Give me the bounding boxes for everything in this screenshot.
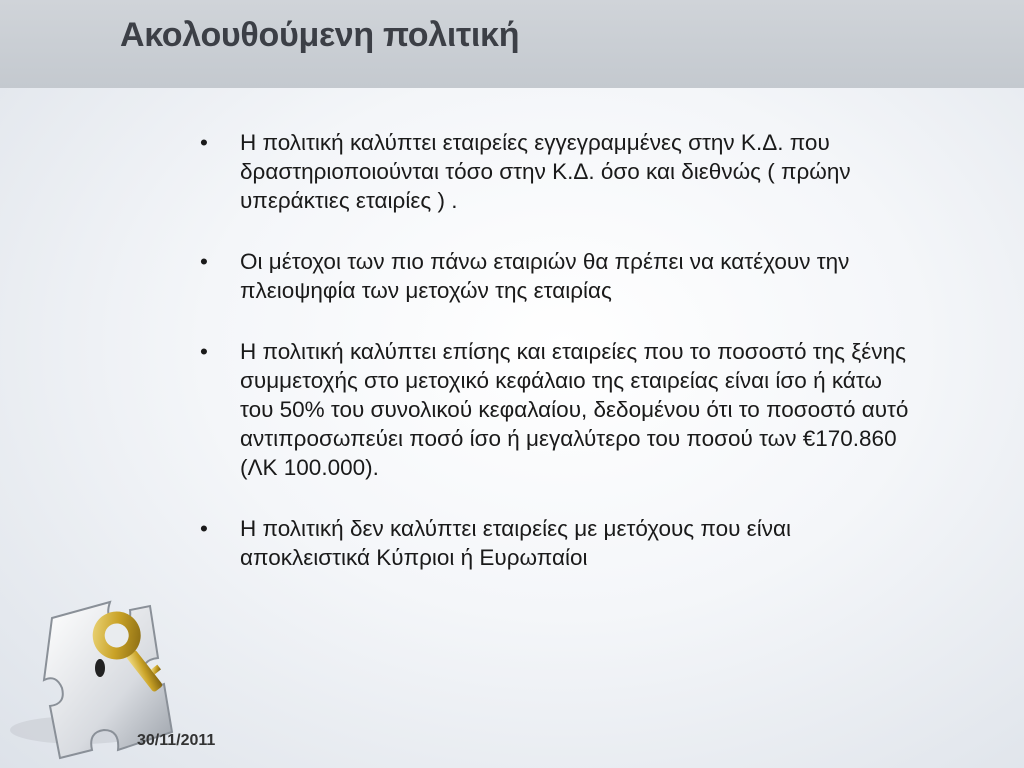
list-item: [200, 247, 920, 305]
bullet-text: Η πολιτική καλύπτει επίσης και εταιρείες που το ποσοστό της ξένης συμμετοχής στο μετοχικό κεφάλαιο της εταιρείας είναι ίσο ή κάτω του 50% του συνολικού κεφαλαίου, δεδομένου ότι το ποσοστό αυτό αντιπροσωπεύει ποσό ίσο ή μεγαλύτερο του ποσού των €170.860 (ΛΚ 100.000).: [240, 339, 909, 480]
title-bar: [0, 0, 1024, 88]
slide-content: [200, 128, 920, 604]
list-item: [200, 337, 920, 482]
list-item: [200, 514, 920, 572]
bullet-icon: •: [200, 339, 208, 364]
slide-title: Ακολουθούμενη πολιτική: [120, 16, 520, 54]
bullet-list: [200, 128, 920, 572]
bullet-icon: •: [200, 516, 208, 541]
bullet-text: Οι μέτοχοι των πιο πάνω εταιριών θα πρέπει να κατέχουν την πλειοψηφία των μετοχών της εταιρίας: [240, 249, 850, 303]
bullet-icon: •: [200, 249, 208, 274]
slide-date: 30/11/2011: [137, 732, 216, 749]
bullet-icon: •: [200, 130, 208, 155]
bullet-text: Η πολιτική δεν καλύπτει εταιρείες με μετόχους που είναι αποκλειστικά Κύπριοι ή Ευρωπαίοι: [240, 516, 791, 570]
list-item: [200, 128, 920, 215]
bullet-text: Η πολιτική καλύπτει εταιρείες εγγεγραμμένες στην Κ.Δ. που δραστηριοποιούνται τόσο στην Κ.Δ. όσο και διεθνώς ( πρώην υπεράκτιες εταιρίες ) .: [240, 130, 851, 213]
